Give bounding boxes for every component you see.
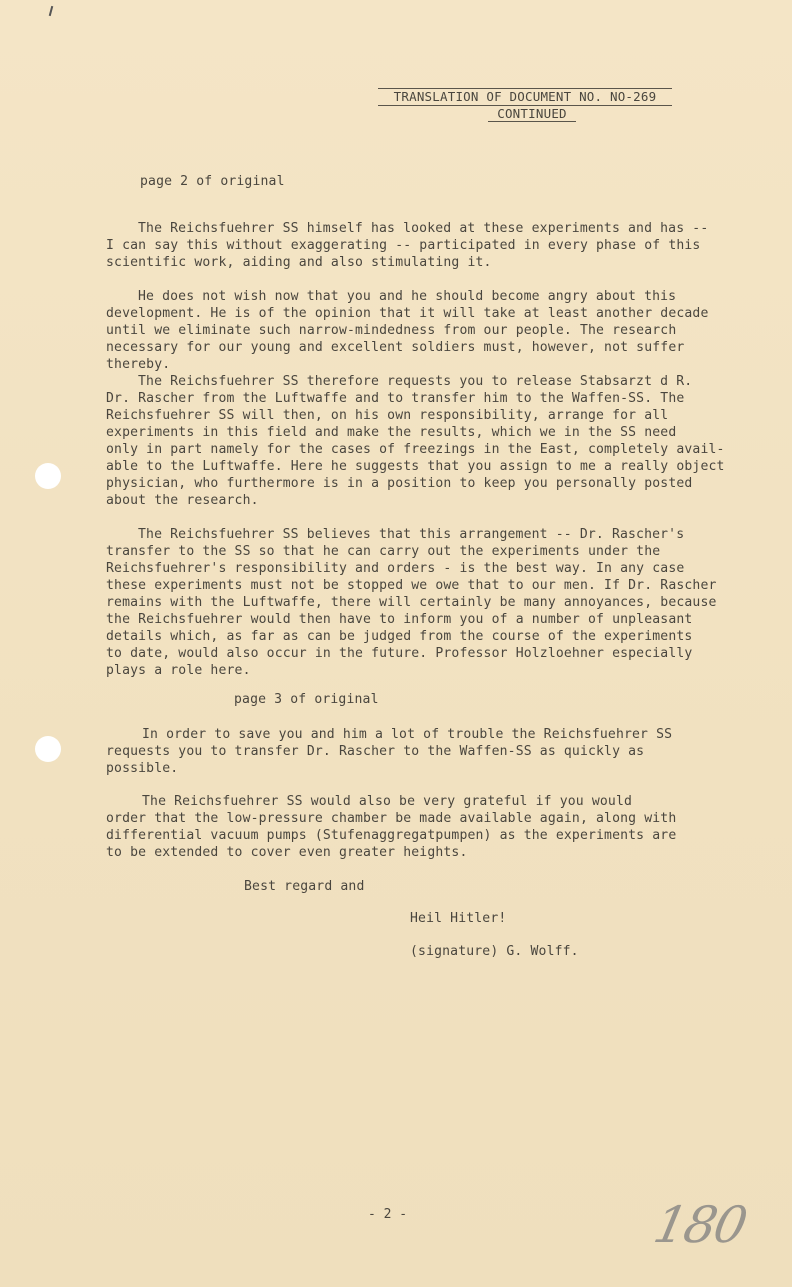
paragraph-2-line-3: until we eliminate such narrow-mindedness from our people. The research: [106, 323, 677, 338]
binder-hole-bottom: [35, 736, 61, 762]
signature-line: (signature) G. Wolff.: [410, 944, 579, 959]
page-ref-original-3: page 3 of original: [234, 692, 379, 707]
page-ref-original-2: page 2 of original: [140, 174, 285, 189]
page-number: - 2 -: [368, 1207, 408, 1222]
handwritten-archive-number: 180: [648, 1196, 751, 1254]
paragraph-4-line-7: details which, as far as can be judged from the course of the experiments: [106, 629, 693, 644]
paragraph-4-line-6: the Reichsfuehrer would then have to inform you of a number of unpleasant: [106, 612, 693, 627]
paragraph-2-line-1: He does not wish now that you and he should become angry about this: [138, 289, 677, 304]
paragraph-1-line-1: The Reichsfuehrer SS himself has looked at these experiments and has --: [138, 221, 709, 236]
paragraph-6-line-3: differential vacuum pumps (Stufenaggregatpumpen) as the experiments are: [106, 828, 677, 843]
paragraph-3-line-7: physician, who furthermore is in a position to keep you personally posted: [106, 476, 693, 491]
header-continued: CONTINUED: [488, 106, 576, 122]
binder-hole-top: [35, 463, 61, 489]
ink-mark: [49, 6, 54, 16]
paragraph-3-line-3: Reichsfuehrer SS will then, on his own responsibility, arrange for all: [106, 408, 669, 423]
paragraph-3-line-1: The Reichsfuehrer SS therefore requests you to release Stabsarzt d R.: [138, 374, 693, 389]
paragraph-3-line-2: Dr. Rascher from the Luftwaffe and to transfer him to the Waffen-SS. The: [106, 391, 685, 406]
paragraph-4-line-3: Reichsfuehrer's responsibility and orders - is the best way. In any case: [106, 561, 685, 576]
paragraph-3-line-8: about the research.: [106, 493, 259, 508]
paragraph-5-line-3: possible.: [106, 761, 179, 776]
paragraph-1-line-2: I can say this without exaggerating -- participated in every phase of this: [106, 238, 701, 253]
paragraph-5-line-1: In order to save you and him a lot of trouble the Reichsfuehrer SS: [142, 727, 673, 742]
closing-regards: Best regard and: [244, 879, 365, 894]
paragraph-4-line-9: plays a role here.: [106, 663, 251, 678]
paragraph-4-line-4: these experiments must not be stopped we owe that to our men. If Dr. Rascher: [106, 578, 717, 593]
paragraph-2-line-2: development. He is of the opinion that it will take at least another decade: [106, 306, 709, 321]
paragraph-4-line-1: The Reichsfuehrer SS believes that this arrangement -- Dr. Rascher's: [138, 527, 685, 542]
paragraph-4-line-8: to date, would also occur in the future. Professor Holzloehner especially: [106, 646, 693, 661]
paragraph-2-line-5: thereby.: [106, 357, 171, 372]
paragraph-4-line-5: remains with the Luftwaffe, there will certainly be many annoyances, because: [106, 595, 717, 610]
paragraph-3-line-6: able to the Luftwaffe. Here he suggests that you assign to me a really object: [106, 459, 725, 474]
closing-salute: Heil Hitler!: [410, 911, 507, 926]
paragraph-6-line-2: order that the low-pressure chamber be made available again, along with: [106, 811, 677, 826]
paragraph-4-line-2: transfer to the SS so that he can carry out the experiments under the: [106, 544, 661, 559]
paragraph-5-line-2: requests you to transfer Dr. Rascher to the Waffen-SS as quickly as: [106, 744, 645, 759]
paragraph-6-line-4: to be extended to cover even greater heights.: [106, 845, 468, 860]
paragraph-1-line-3: scientific work, aiding and also stimulating it.: [106, 255, 492, 270]
paragraph-3-line-5: only in part namely for the cases of freezings in the East, completely avail-: [106, 442, 725, 457]
paragraph-2-line-4: necessary for our young and excellent soldiers must, however, not suffer: [106, 340, 685, 355]
paragraph-6-line-1: The Reichsfuehrer SS would also be very grateful if you would: [142, 794, 633, 809]
paragraph-3-line-4: experiments in this field and make the results, which we in the SS need: [106, 425, 677, 440]
header-title: TRANSLATION OF DOCUMENT NO. NO-269: [378, 89, 672, 106]
document-header: [378, 88, 672, 122]
